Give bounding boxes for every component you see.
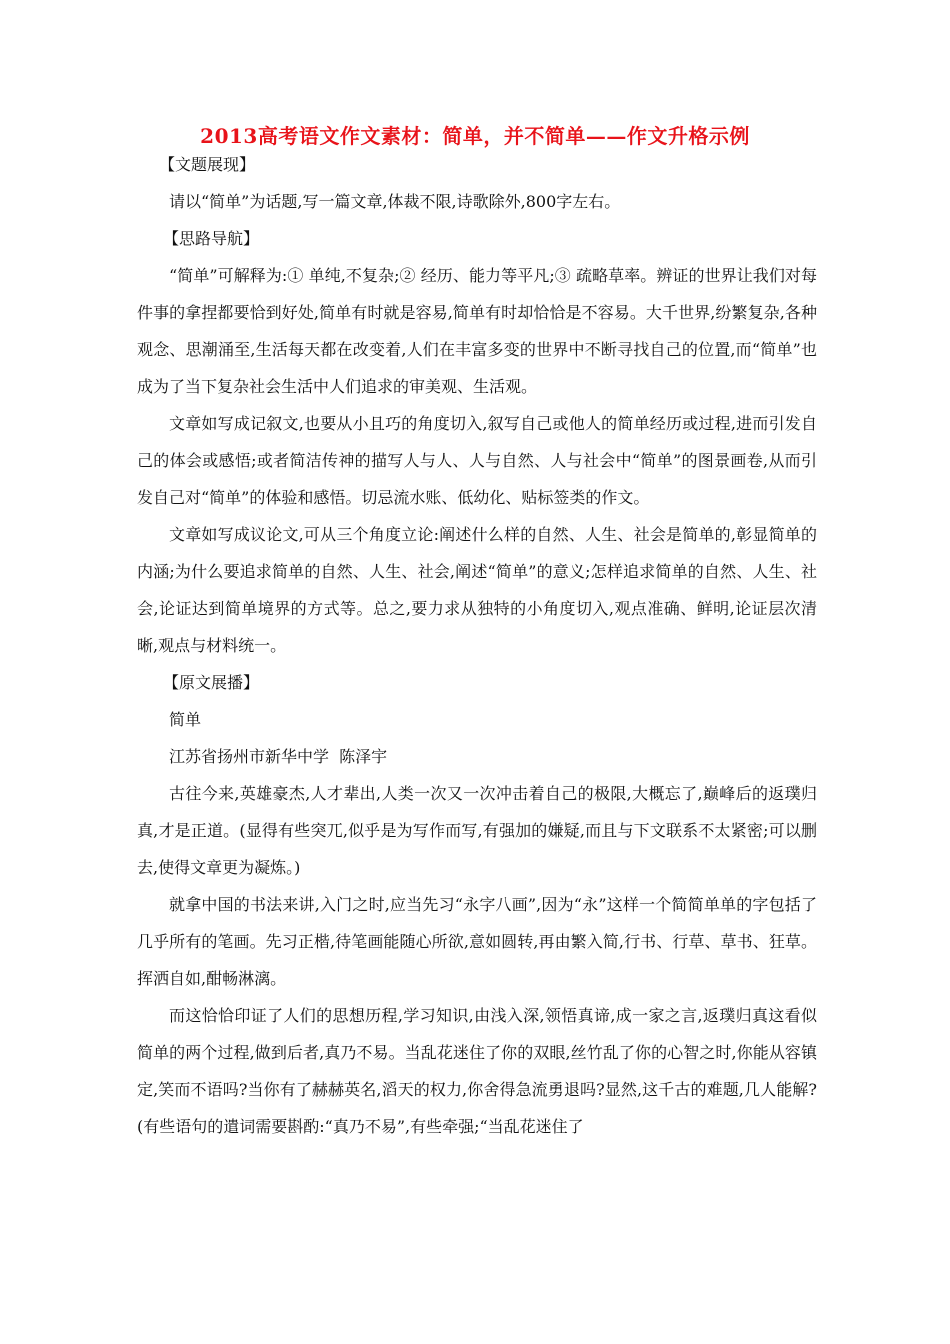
essay-title: 简单 xyxy=(169,710,202,729)
section-header-original: 【原文展播】 xyxy=(163,673,260,692)
guide-paragraph-2: 文章如写成记叙文,也要从小且巧的角度切入,叙写自己或他人的简单经历或过程,进而引发自己的体会或感悟;或者简洁传神的描写人与人、人与自然、人与社会中“简单”的图景画卷,从而引发自己对“简单”的体验和感悟。切忌流水账、低幼化、贴标签类的作文。 xyxy=(137,414,817,507)
essay-paragraph-2: 就拿中国的书法来讲,入门之时,应当先习“永字八画”,因为“永”这样一个简简单单的字包括了几乎所有的笔画。先习正楷,待笔画能随心所欲,意如圆转,再由繁入简,行书、行草、草书、狂草。挥洒自如,酣畅淋漓。 xyxy=(137,895,817,988)
document-body xyxy=(137,146,817,1145)
section-header-topic: 【文题展现】 xyxy=(159,155,256,174)
guide-paragraph-3: 文章如写成议论文,可从三个角度立论:阐述什么样的自然、人生、社会是简单的,彰显简单的内涵;为什么要追求简单的自然、人生、社会,阐述“简单”的意义;怎样追求简单的自然、人生、社会,论证达到简单境界的方式等。总之,要力求从独特的小角度切入,观点准确、鲜明,论证层次清晰,观点与材料统一。 xyxy=(137,525,817,655)
guide-paragraph-1: “简单”可解释为:① 单纯,不复杂;② 经历、能力等平凡;③ 疏略草率。辨证的世界让我们对每件事的拿捏都要恰到好处,简单有时就是容易,简单有时却恰恰是不容易。大千世界,纷繁复杂,各种观念、思潮涌至,生活每天都在改变着,人们在丰富多变的世界中不断寻找自己的位置,而“简单”也成为了当下复杂社会生活中人们追求的审美观、生活观。 xyxy=(137,266,817,396)
essay-paragraph-1: 古往今来,英雄豪杰,人才辈出,人类一次又一次冲击着自己的极限,大概忘了,巅峰后的返璞归真,才是正道。(显得有些突兀,似乎是为写作而写,有强加的嫌疑,而且与下文联系不太紧密;可以删去,使得文章更为凝炼。) xyxy=(137,784,817,877)
essay-paragraph-3: 而这恰恰印证了人们的思想历程,学习知识,由浅入深,领悟真谛,成一家之言,返璞归真这看似简单的两个过程,做到后者,真乃不易。当乱花迷住了你的双眼,丝竹乱了你的心智之时,你能从容镇定,笑而不语吗?当你有了赫赫英名,滔天的权力,你舍得急流勇退吗?显然,这千古的难题,几人能解?(有些语句的遣词需要斟酌:“真乃不易”,有些牵强;“当乱花迷住了 xyxy=(137,1006,817,1136)
essay-author: 江苏省扬州市新华中学 陈泽宇 xyxy=(169,747,388,766)
document-title: 2013高考语文作文素材：简单，并不简单——作文升格示例 xyxy=(200,124,750,148)
section-header-guide: 【思路导航】 xyxy=(163,229,260,248)
topic-text: 请以“简单”为话题,写一篇文章,体裁不限,诗歌除外,800字左右。 xyxy=(169,192,621,211)
